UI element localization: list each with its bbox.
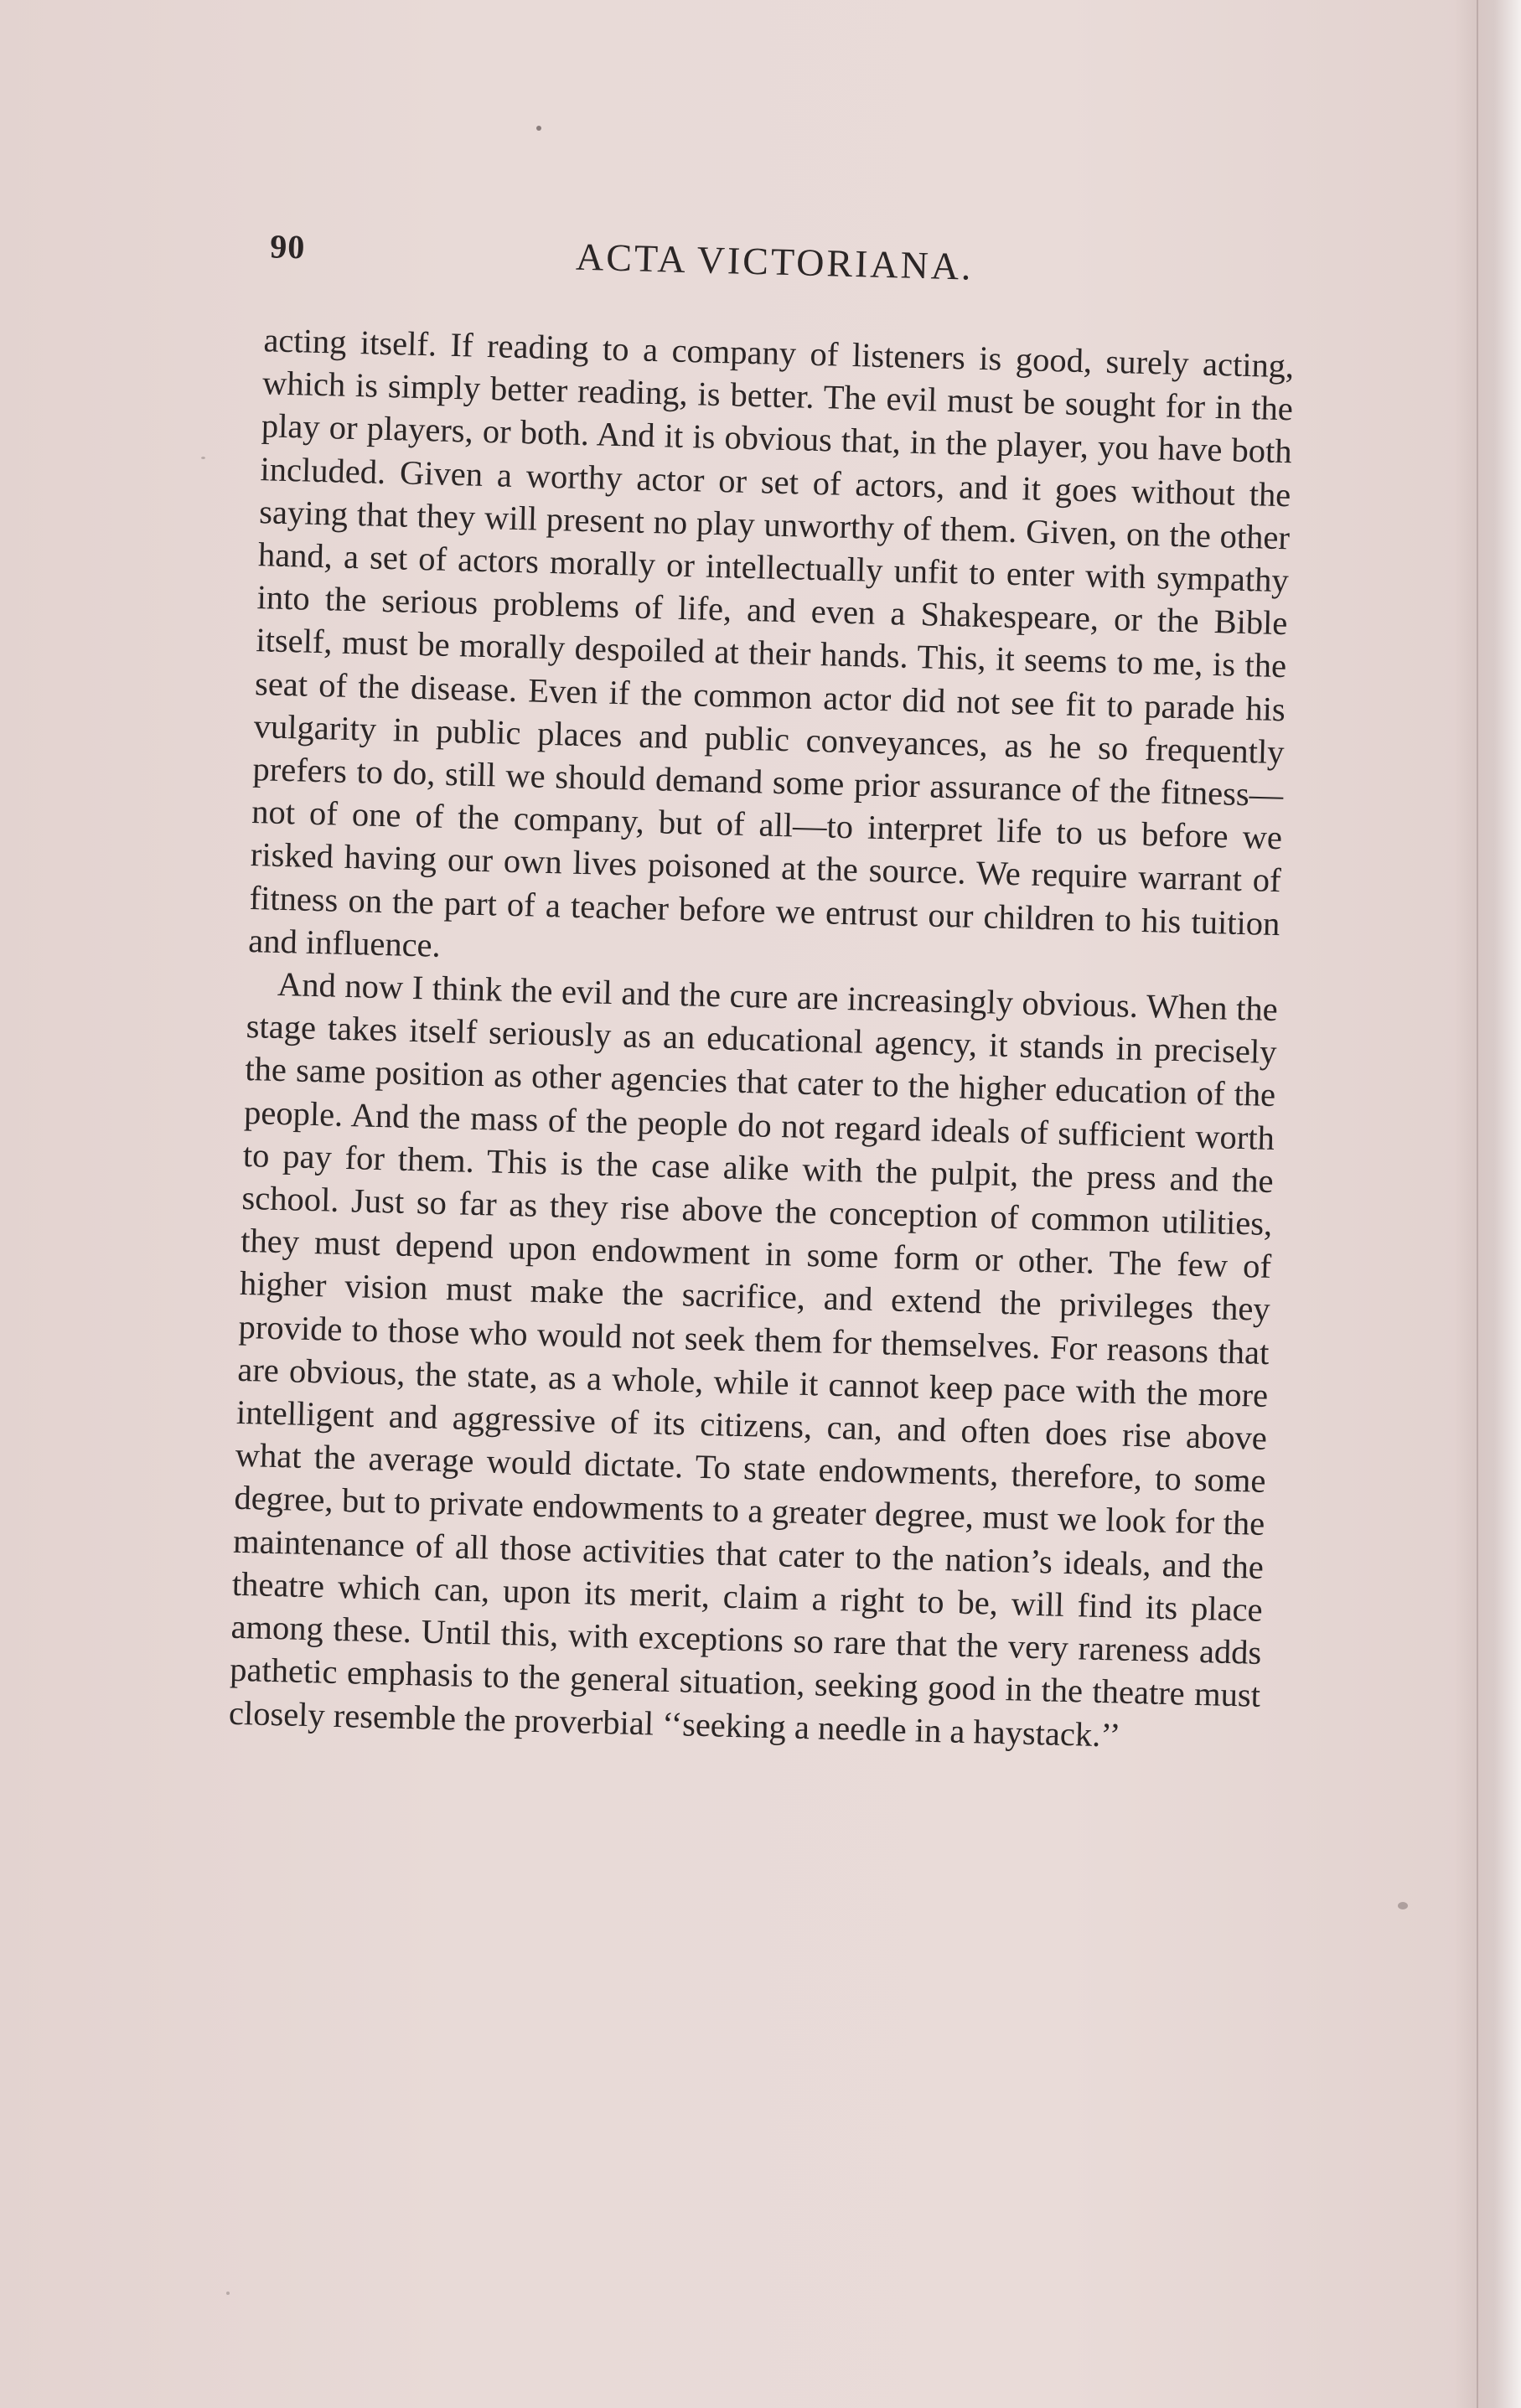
running-title: ACTA VICTORIANA. <box>575 235 975 288</box>
paper-speck <box>536 126 541 131</box>
paragraph: And now I think the evil and the cure are increasingly obvious. When the stage takes itself seriously as an educational agency, it stands in precisely the same position as other agencies that cater to the higher education of the people. And the mass of the people do not regard ideals of sufficient worth to pay for them. This is the case alike with the pulpit, the press and the school. Just so far as they rise above the conception of common utilities, they must depend upon endowment in some form or other. The few of higher vision must make the sacrifice, and extend the privileges they provide to those who would not seek them for themselves. For reasons that are obvious, the state, as a whole, while it cannot keep pace with the more intelligent and aggressive of its citizens, can, and often does rise above what the average would dictate. To state endowments, therefore, to some degree, but to private endowments to a greater degree, must we look for the maintenance of all those activities that cater to the nation’s ideals, and the theatre which can, upon its merit, claim a right to be, will find its place among these. Until this, with exceptions so rare that the very rareness adds pathetic emphasis to the general situation, seeking good in the theatre must closely resemble the proverbial ‘‘seeking a needle in a haystack.’’ <box>228 964 1279 1754</box>
page-header <box>189 225 1297 319</box>
paragraph: acting itself. If reading to a company of listeners is good, surely acting, which is simply better reading, is better. The evil must be sought for in the play or players, or both. And it is obvious that, in the player, you have both included. Given a worthy actor or set of actors, and it goes without the saying that they will present no play unworthy of them. Given, on the other hand, a set of actors morally or intellectually unfit to enter with sympathy into the serious problems of life, and even a Shakespeare, or the Bible itself, must be morally despoiled at their hands. This, it seems to me, is the seat of the disease. Even if the common actor did not see fit to parade his vulgarity in public places and public conveyances, as he so frequently prefers to do, still we should demand some prior assurance of the fitness—not of one of the company, but of all—to interpret life to us before we risked having our own lives poisoned at the source. We require warrant of fitness on the part of a teacher before we entrust our children to his tuition and influence. <box>247 321 1295 964</box>
page-text-block <box>153 225 1296 1760</box>
page-number: 90 <box>269 227 306 266</box>
page-edge-line <box>1477 0 1478 2408</box>
paper-speck <box>226 2292 230 2295</box>
paper-speck <box>1398 1902 1408 1909</box>
page-edge-shadow <box>1454 0 1521 2408</box>
